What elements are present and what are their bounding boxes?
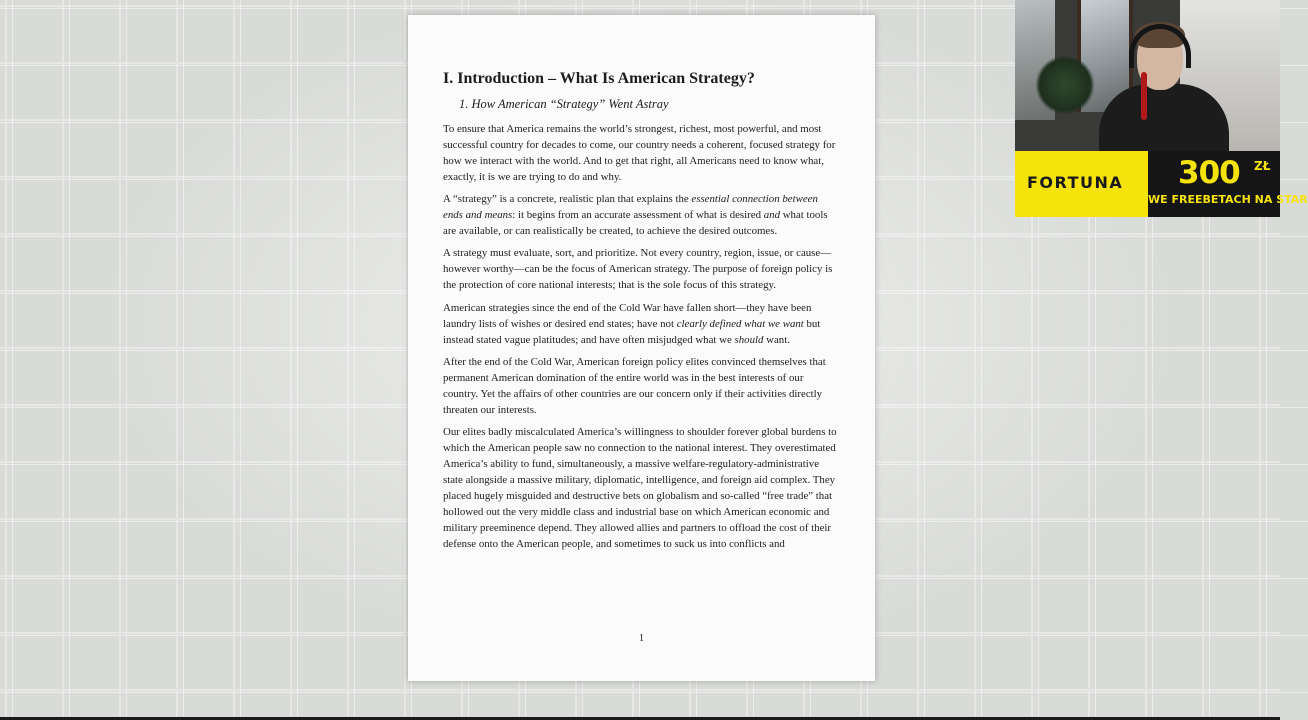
paragraph-2-text-b: : it begins from an accurate assessment of what is desired [512,209,764,222]
paragraph-1: To ensure that America remains the world’s strongest, richest, most powerful, and most successful country for decades to come, our country needs a coherent, focused strategy for how we interact with the world. And to get that right, all Americans need to know what, exactly, it is we are trying to do and why. [443,123,836,183]
webcam-plant [1035,55,1095,115]
paragraph-4-text-b: but instead stated vague platitudes; and have often misjudged what we [443,317,821,346]
promo-amount: 300 [1178,155,1240,191]
paragraph-4-text-c: want. [763,333,790,346]
microphone-icon [1141,72,1147,120]
document-page [408,15,875,681]
paragraph-2-emphasis-a: essential connection between ends and means [443,193,818,222]
promo-currency: ZŁ [1254,159,1271,173]
promo-text: WE FREEBETACH NA STAR [1148,193,1308,206]
sponsor-banner [1015,151,1308,217]
paragraph-5: After the end of the Cold War, American foreign policy elites convinced themselves that permanent American domination of the entire world was in the best interests of our country. Yet the affairs of other countries are our concern only if their activities directly threaten our interests. [443,355,826,416]
paragraph-4 [443,300,840,348]
sponsor-promo [1148,151,1308,217]
document-heading: I. Introduction – What Is American Strategy? [443,70,755,87]
paragraph-4-emphasis-b: should [734,333,764,346]
sponsor-logo-area [1015,151,1148,217]
paragraph-4-text-a: American strategies since the end of the Cold War have fallen short—they have been laundry lists of wishes or desired end states; have not [443,301,812,330]
webcam-overlay [1015,0,1280,151]
paragraph-2-emphasis-b: and [763,209,780,222]
document-subheading: 1. How American “Strategy” Went Astray [459,97,669,111]
paragraph-2-text-a: A “strategy” is a concrete, realistic plan that explains the [443,193,692,206]
sponsor-logo: FORTUNA [1027,173,1124,192]
paragraph-4-emphasis-a: clearly defined what we want [676,317,804,330]
page-number: 1 [639,633,644,644]
paragraph-3: A strategy must evaluate, sort, and prioritize. Not every country, region, issue, or cause—however worthy—can be the focus of American strategy. The purpose of foreign policy is the protection of core national interests; that is the sole focus of this strategy. [443,247,833,292]
paragraph-6: Our elites badly miscalculated America’s willingness to shoulder forever global burdens to which the American people saw no connection to the national interest. They overestimated America’s ability to fund, simultaneously, a massive welfare-regulatory-administrative state alongside a massive military, diplomatic, intelligence, and foreign aid complex. They placed hugely misguided and destructive bets on globalism and so-called “free trade” that hollowed out the very middle class and industrial base on which American economic and military preeminence depend. They allowed allies and partners to offload the cost of their defense onto the American people, and sometimes to suck us into conflicts and [443,425,837,550]
paragraph-2-text-c: what tools are available, or can realistically be created, to achieve the desired outcomes. [443,209,828,238]
paragraph-2 [443,191,840,239]
